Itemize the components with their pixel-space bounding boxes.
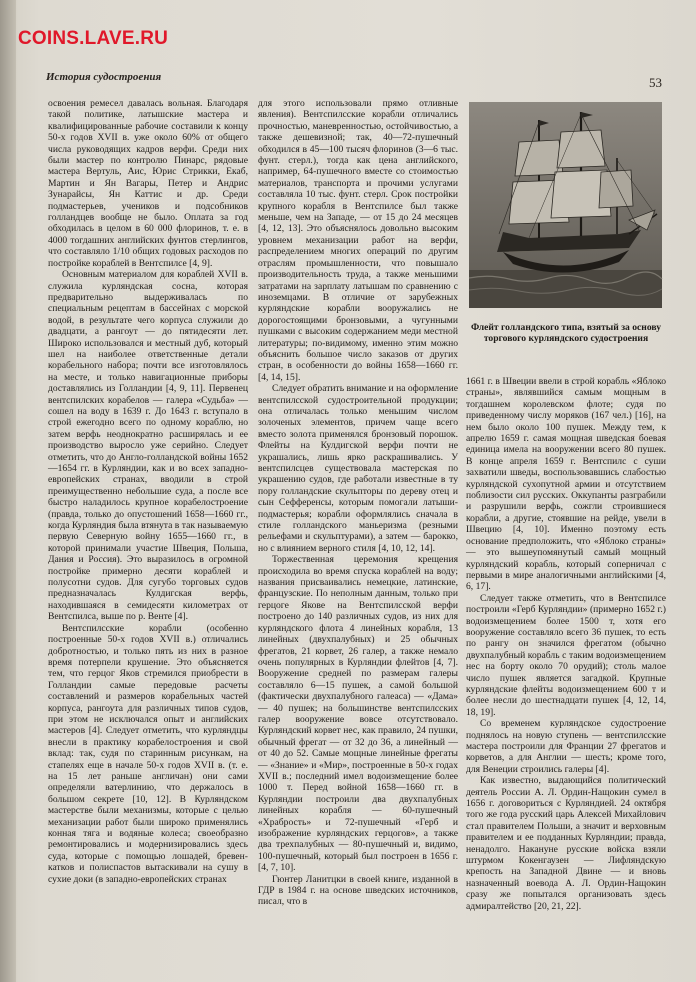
text-column-3	[466, 376, 666, 912]
paragraph: Следует обратить внимание и на оформление вентспилсской судостроительной продукции; она отличалась только меньшим числом золоченых элементов, причем чаще всего вместо золота применялся бронзовый порошок. Флейты на Кулдигской верфи почти не украшались, лишь ярко раскрашивались. У вентспилсцев существовала мастерская по украшению судов, где работали известные в ту пору голландские скульпторы по дереву отец и сын Сефференсы, которым помогали латыши-подмастерья; корабли оформлялись сначала в стиле голландского маньеризма (резными рельефами и скульптурами), а затем — барокко, но с влиянием верного стиля [4, 10, 12, 14].	[258, 383, 458, 554]
figure-caption: Флейт голландского типа, взятый за основу торгового курляндского судостроения	[470, 322, 662, 345]
text-column-2	[258, 98, 458, 956]
running-head: История судостроения	[46, 71, 162, 83]
page-torn-edge	[0, 0, 16, 982]
paragraph: освоения ремесел давалась вольная. Благодаря такой политике, латышские мастера и квалифицированные рабочие составили к концу 50-х годов XVII в. уже около 60% от общего числа руководящих кадров верфи. Среди них были мастер по контролю Пинарс, рядовые мастера Вертуль, Аис, Юрис Стрикки, Екаб, Мартин и Ян Вагары, Петер и Андрис Зунарайсы, Ян Каттис и др. Среди подмастерьев, учеников и подсобников голландцев вообще не было. Оплата за год обходилась в целом в 60 000 флоринов, т. е. в 4000 тогдашних английских фунтов стерлингов, что составляло 1/10 общих годовых расходов по постройке кораблей в Вентспилсе [4, 9].	[48, 98, 248, 269]
site-watermark: COINS.LAVE.RU	[18, 28, 169, 49]
text-column-1	[48, 98, 248, 956]
paragraph: для этого использовали прямо отливные явления). Вентспилсские корабли отличались прочностью, маневренностью, остойчивостью, а также дешевизной; так, 40—72-пушечный обходился в 45—100 тысяч флоринов (3—6 тыс. фунт. стерл.), тогда как цена английского, например, 64-пушечного вместе со стоимостью материалов, транспорта и прочими услугами составляла 10 тыс. фунт. стерл. Срок постройки крупного корабля в Вентспилсе был также меньше, чем на Западе, — от 15 до 24 месяцев [4, 12, 13]. Это объяснялось довольно высоким уровнем механизации работ на верфи, распределением многих операций по другим отраслям промышленности, что повышало производительность труда, а также меньшими затратами на зарплату латышам по сравнению с иноземцами. В отличие от зарубежных курляндские корабли вооружались не дорогостоящими бронзовыми, а чугунными пушками с высоким содержанием меди местной литературы; по-видимому, именно этим можно объяснить большое число заказов от других стран, в особенности до войны 1658—1660 гг. [4, 14, 15].	[258, 98, 458, 383]
paragraph: Как известно, выдающийся политический деятель России А. Л. Ордин-Нащокин сумел в 1656 г. договориться с Курляндией. 24 октября того же года русский царь Алексей Михайлович стал правителем Польши, а значит и верховным правителем и ее подданных Курляндии; правда, ненадолго. Накануне русские войска взяли штурмом Кокенгаузен — Лифляндскую крепость на Западной Двине — и вновь назначенный воевода А. Л. Ордин-Нащокин сразу же попытался организовать здесь адмиралтейство [20, 21, 22].	[466, 775, 666, 912]
paragraph: Вентспилсские корабли (особенно построенные 50-х годов XVII в.) отличались добротностью, и только пять из них в разное время потерпели крушение. Это объясняется тем, что герцог Яков стремился приобрести в Голландии самые передовые расчеты составлений и размеров корабельных частей корпуса, рангоута для различных типов судов, при этом не исключался опыт и английских мастеров [4]. Следует отметить, что курляндцы внесли в практику корабелостроения и свой вклад: так, судя по старинным рисункам, на стапелях еще в начале 50-х годов XVII в. (т. е. на 15 лет раньше англичан) они сами определяли ватерлинию, что держалось в большом секрете [10, 12]. В Курляндском мастерстве были механизмы, которые с целью механизации работ были широко применялись конная тяга и водяные колеса; своеобразно ремонтировались и модернизировались здесь суда, которые с помощью лошадей, бревен-катков и полиспастов вытаскивали на сушу в сухие доки (в западно-европейских странах	[48, 622, 248, 885]
paragraph: Со временем курляндское судостроение поднялось на новую ступень — вентспилсские мастера построили для Франции 27 фрегатов и корветов, а для Англии — шесть; кроме того, для Венеции строились галеры [4].	[466, 718, 666, 775]
sailing-ship-engraving-icon	[469, 102, 662, 308]
paragraph: Основным материалом для кораблей XVII в. служила курляндская сосна, которая предварительно выдерживалась по специальным рецептам в бассейнах с морской водой, в результате чего корпуса служили до двадцати, а рангоут — до пятидесяти лет. Широко использовался и местный дуб, который шел на наиболее ответственные детали корабельного набора; почти все изготовлялось на месте, и только навигационные приборы доставлялись из Голландии [4, 9, 11]. Первенец вентспилских корабелов — галера «Судьба» — сошел на воду в 1639 г. До 1643 г. вступало в строй ежегодно всего по одному кораблю, но затем верфь неоднократно расширялась и ее производство выросло уже серийно. Следует отметить, что до Англо-голландской войны 1652—1654 гг. в Курляндии, как и во всех западно-европейских странах, вводили в строй преимущественно небольшие суда, а после все быстро наладилось крупное корабелостроение (правда, только до опустошений 1658—1660 гг., когда Курляндия была втянута в так называемую первую Северную войну 1655—1660 гг., в которой принимали участие Швеция, Польша, Дания и Россия). Это выразилось в огромной постройке примерно десяти кораблей и полусотни судов. Для сугубо торговых судов предназначалась Кулдигская верфь, находившаяся в семидесяти километрах от Вентспилса, выше по р. Венте [4].	[48, 269, 248, 623]
page-number: 53	[649, 75, 662, 90]
paragraph: Следует также отметить, что в Вентспилсе построили «Герб Курляндии» (примерно 1652 г.) водоизмещением более 1500 т, хотя его вооружение составляло всего 36 пушек, то есть по рангу он значился фрегатом (обычно двухпалубный корабль с таким водоизмещением нес на борту около 70 орудий); столь малое число пушек является загадкой. Крупные курляндские флейты водоизмещением 600 т и более несли до шестнадцати пушек [4, 12, 14, 18, 19].	[466, 592, 666, 718]
paragraph: Торжественная церемония крещения происходила во время спуска кораблей на воду; названия присваивались немецкие, латинские, французские. По неполным данным, только при герцоге Якове на Вентспилсской верфи построено до 140 различных судов, из них для курляндского флота 4 линейных корабля, 13 линейных (двухпалубных) и 25 обычных фрегатов, 21 корвет, 26 галер, а также немало очень популярных в Курляндии флейтов [4, 7]. Вооружение средней по размерам галеры составляло 6—15 пушек, а самой большой (фактически двухпалубного галеаса) — «Дама» — 40 пушек; на большинстве вентспилсских галер вооружение вовсе отсутствовало. Курляндский корвет нес, как правило, 24 пушки, обычный фрегат — от 32 до 36, а линейный — от 40 до 52. Самые мощные линейные фрегаты — «Знание» и «Мир», построенные в 50-х годах XVII в.; последний имел водоизмещение более 1000 т. Перед войной 1658—1660 гг. в Курляндии построили два двухпалубных линейных корабля — 60-пушечный «Храбрость» и 72-пушечный «Герб и изображение курляндских герцогов», а также два трехпалубных — 80-пушечный и, видимо, 100-пушечный, который был построен в 1656 г. [4, 7, 10].	[258, 554, 458, 874]
paragraph: 1661 г. в Швеции ввели в строй корабль «Яблоко страны», являвшийся самым мощным в тогдашнем королевском флоте; судя по приведенному числу моряков (167 чел.) [16], на нем было около 100 пушек. Между тем, к апрелю 1659 г. самая мощная шведская боевая единица имела на вооружении всего 80 пушек. В конце апреля 1659 г. Вентспилс с суши захватили шведы, воспользовавшись слабостью курляндской сухопутной армии и отсутствием поблизости сил русских. Оккупанты разграбили и разрушили верфь, сожгли строившиеся корабли, а другие, стоявшие на рейде, увели в Швецию [4, 10]. Именно поэтому есть основание предположить, что «Яблоко страны» — это вышеупомянутый самый мощный курляндский корабль, который соперничал с первыми в мире аналогичными английскими [4, 6, 17].	[466, 376, 666, 593]
paragraph: Гюнтер Ланитцки в своей книге, изданной в ГДР в 1984 г. на основе шведских источников, писал, что в	[258, 873, 458, 908]
